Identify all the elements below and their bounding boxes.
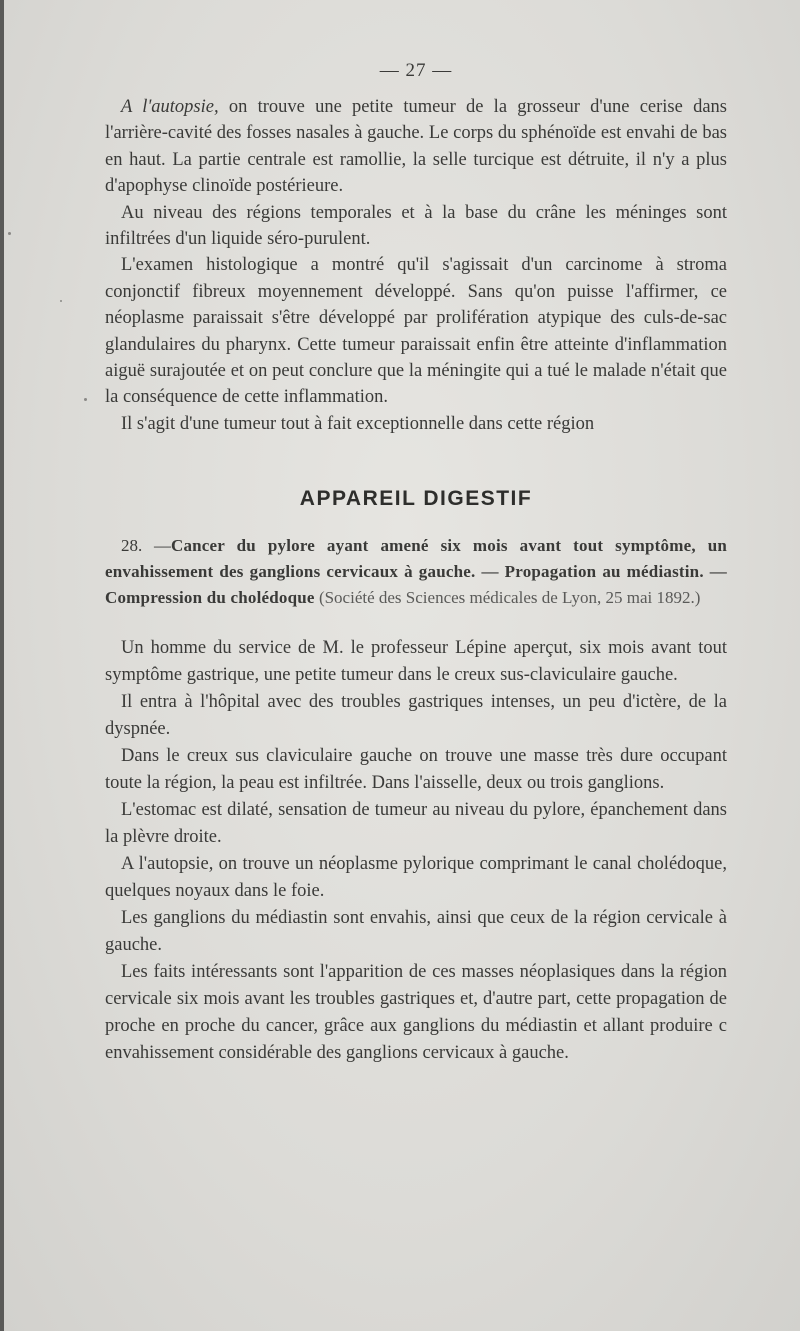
case-paragraph-6: Les ganglions du médiastin sont envahis, ainsi que ceux de la région cervicale à gauche. (105, 908, 727, 956)
case-heading (105, 533, 727, 611)
paper-speck (60, 300, 62, 302)
case-paragraph-3: Dans le creux sus claviculaire gauche on trouve une masse très dure occupant toute la région, la peau est infiltrée. Dans l'aisselle, deux ou trois ganglions. (105, 746, 727, 794)
case-paragraph-2: Il entra à l'hôpital avec des troubles gastriques intenses, un peu d'ictère, de la dyspnée. (105, 692, 727, 740)
case-paragraph-5: A l'autopsie, on trouve un néoplasme pylorique comprimant le canal cholédoque, quelques noyaux dans le foie. (105, 854, 727, 902)
case-number: 28. — (121, 536, 171, 556)
section-title: APPAREIL DIGESTIF (299, 487, 533, 511)
case-paragraph-1: Un homme du service de M. le professeur Lépine aperçut, six mois avant tout symptôme gastrique, une petite tumeur dans le creux sus-claviculaire gauche. (105, 638, 727, 686)
case-source: (Société des Sciences médicales de Lyon, 25 mai 1892.) (314, 588, 701, 608)
page-content (105, 58, 727, 1067)
paper-speck (8, 232, 11, 235)
intro-paragraph-1 (105, 94, 727, 200)
case-body (105, 635, 727, 1067)
intro-paragraph-3: L'examen histologique a montré qu'il s'agissait d'un carcinome à stroma conjonctif fibreux moyennement développé. Sans qu'on puisse l'affirmer, ce néoplasme paraissait s'être développé par prolifération atypique des culs-de-sac glandulaires du pharynx. Cette tumeur paraissait enfin être atteinte d'inflammation aiguë surajoutée et on peut conclure que la méningite qui a tué le malade n'était que la conséquence de cette inflammation. (105, 255, 727, 408)
intro-paragraph-1-text: on trouve une petite tumeur de la grosseur d'une cerise dans l'arrière-cavité des fosses nasales à gauche. Le corps du sphénoïde est envahi de bas en haut. La partie centrale est ramollie, la selle turcique est détruite, il n'y a plus d'apophyse clinoïde postérieure. (105, 97, 727, 197)
autopsy-lead: A l'autopsie, (121, 97, 219, 117)
case-paragraph-7: Les faits intéressants sont l'apparition de ces masses néoplasiques dans la région cervicale six mois avant les troubles gastriques et, d'autre part, cette propagation de proche en proche du cancer, grâce aux ganglions du médiastin et allant produire c envahissement considérable des ganglions cervicaux à gauche. (105, 962, 727, 1064)
intro-paragraph-4: Il s'agit d'une tumeur tout à fait exceptionnelle dans cette région (121, 413, 595, 434)
case-paragraph-4: L'estomac est dilaté, sensation de tumeur au niveau du pylore, épanchement dans la plèvre droite. (105, 800, 727, 848)
intro-paragraph-2: Au niveau des régions temporales et à la base du crâne les méninges sont infiltrées d'un liquide séro-purulent. (105, 202, 727, 250)
page-number: — 27 — (379, 60, 453, 81)
case-title: Cancer du pylore ayant amené six mois avant tout symptôme, un envahissement des ganglions cervicaux à gauche. — Propagation au médiastin. — Compression du cholédoque (105, 536, 727, 608)
book-page (4, 0, 800, 1331)
paper-speck (84, 398, 87, 401)
